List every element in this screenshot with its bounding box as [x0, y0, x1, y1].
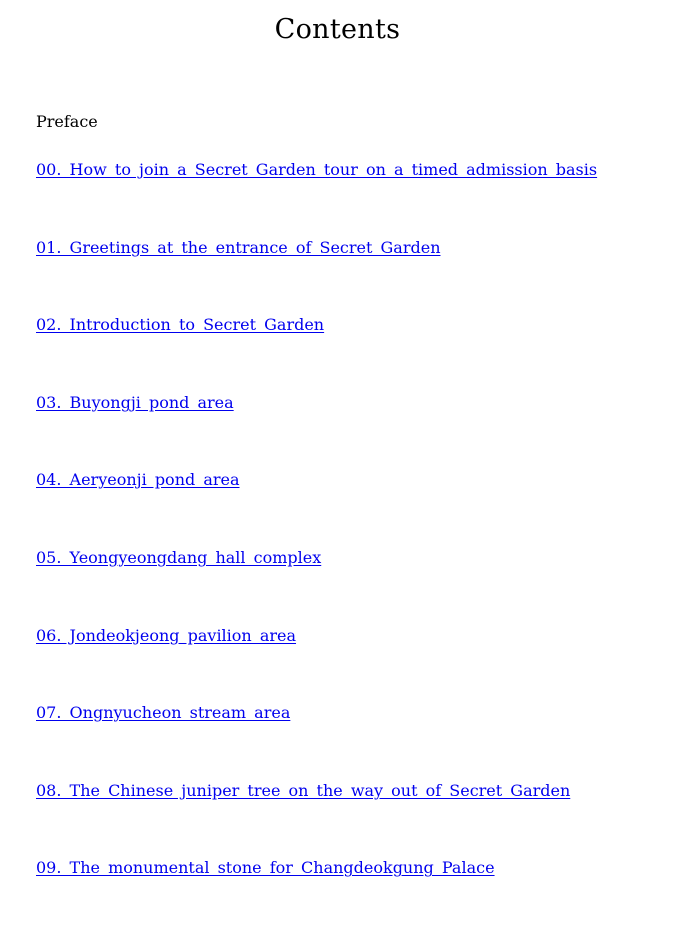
toc-link-05[interactable]: 05. Yeongyeongdang hall complex	[36, 547, 322, 567]
toc-item-06	[36, 626, 597, 704]
toc-link-04[interactable]: 04. Aeryeonji pond area	[36, 470, 240, 490]
toc-item-08	[36, 781, 597, 859]
toc-link-00[interactable]: 00. How to join a Secret Garden tour on a timed admission basis	[36, 160, 598, 179]
toc-link-06[interactable]: 06. Jondeokjeong pavilion area	[36, 625, 297, 645]
toc-item-02	[36, 315, 597, 393]
toc-item-00	[36, 160, 597, 238]
toc-link-09[interactable]: 09. The monumental stone for Changdeokgung Palace	[36, 858, 495, 878]
toc-link-07[interactable]: 07. Ongnyucheon stream area	[36, 703, 291, 723]
toc-item-09	[36, 858, 597, 936]
toc-link-02[interactable]: 02. Introduction to Secret Garden	[36, 315, 325, 335]
table-of-contents	[36, 160, 597, 936]
toc-link-01[interactable]: 01. Greetings at the entrance of Secret Garden	[36, 237, 441, 257]
page-title: Contents	[274, 14, 401, 45]
toc-item-03	[36, 393, 597, 471]
toc-link-08[interactable]: 08. The Chinese juniper tree on the way out of Secret Garden	[36, 780, 571, 800]
preface-label: Preface	[36, 112, 98, 131]
toc-item-05	[36, 548, 597, 626]
toc-link-03[interactable]: 03. Buyongji pond area	[36, 392, 234, 412]
toc-item-07	[36, 703, 597, 781]
toc-item-04	[36, 470, 597, 548]
toc-item-01	[36, 238, 597, 316]
